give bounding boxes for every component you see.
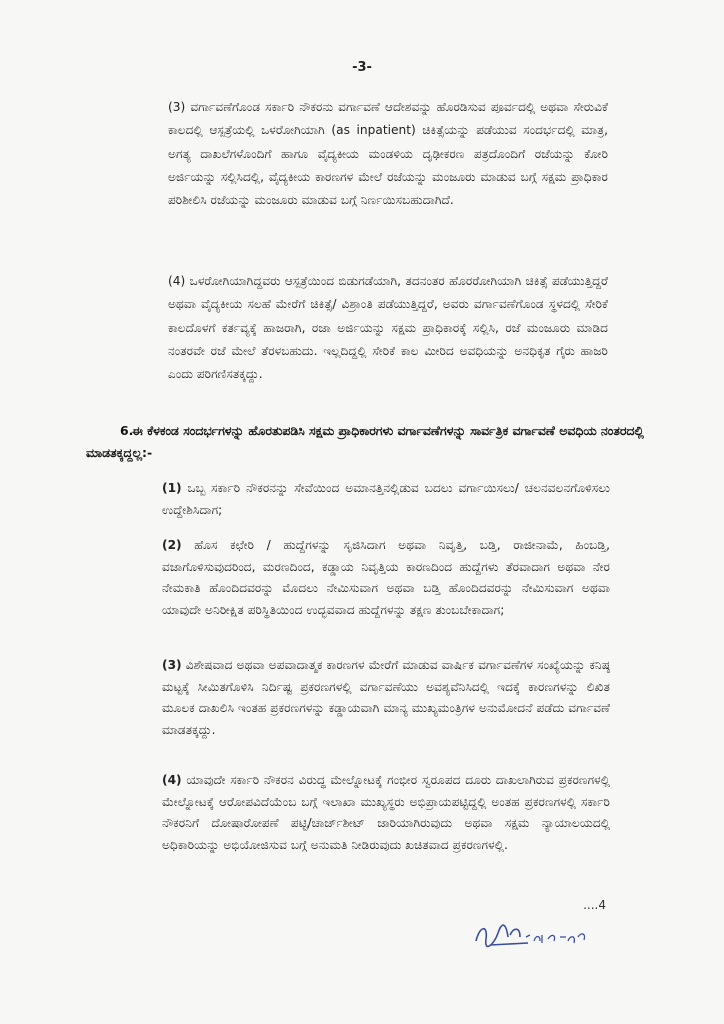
clause-4-paragraph: (4) ಒಳರೋಗಿಯಾಗಿದ್ದವರು ಆಸ್ಪತ್ರೆಯಿಂದ ಬಿಡುಗಡೆಯಾಗಿ, ತದನಂತರ ಹೊರರೋಗಿಯಾಗಿ ಚಿಕಿತ್ಸೆ ಪಡೆಯುತ್ತಿದ್ದರೆ ಅಥವಾ ವೈದ್ಯಕೀಯ ಸಲಹೆ ಮೇರೆಗೆ ಚಿಕಿತ್ಸೆ/ ವಿಶ್ರಾಂತಿ ಪಡೆಯುತ್ತಿದ್ದರೆ, ಅವರು ವರ್ಗಾವಣೆಗೊಂಡ ಸ್ಥಳದಲ್ಲಿ ಸೇರಿಕೆ ಕಾಲದೊಳಗೆ ಕರ್ತವ್ಯಕ್ಕೆ ಹಾಜರಾಗಿ, ರಜಾ ಅರ್ಜಿಯನ್ನು ಸಕ್ಷಮ ಪ್ರಾಧಿಕಾರಕ್ಕೆ ಸಲ್ಲಿಸಿ, ರಜೆ ಮಂಜೂರು ಮಾಡಿದ ನಂತರವೇ ರಜೆ ಮೇಲೆ ತೆರಳಬಹುದು. ಇಲ್ಲದಿದ್ದಲ್ಲಿ ಸೇರಿಕೆ ಕಾಲ ಮೀರಿದ ಅವಧಿಯನ್ನು ಅನಧಿಕೃತ ಗೈರು ಹಾಜರಿ ಎಂದು ಪರಿಗಣಿಸತಕ್ಕದ್ದು. [168,274,608,382]
item-text: ವಿಶೇಷವಾದ ಅಥವಾ ಅಪವಾದಾತ್ಮಕ ಕಾರಣಗಳ ಮೇರೆಗೆ ಮಾಡುವ ವಾರ್ಷಿಕ ವರ್ಗಾವಣೆಗಳ ಸಂಖ್ಯೆಯನ್ನು ಕನಿಷ್ಠ ಮಟ್ಟಕ್ಕೆ ಸೀಮಿತಗೊಳಿಸಿ ನಿರ್ದಿಷ್ಟ ಪ್ರಕರಣಗಳಲ್ಲಿ ವರ್ಗಾವಣೆಯು ಅವಶ್ಯವೆನಿಸಿದಲ್ಲಿ ಇದಕ್ಕೆ ಕಾರಣಗಳನ್ನು ಲಿಖಿತ ಮೂಲಕ ದಾಖಲಿಸಿ ಇಂತಹ ಪ್ರಕರಣಗಳನ್ನು ಕಡ್ಡಾಯವಾಗಿ ಮಾನ್ಯ ಮುಖ್ಯಮಂತ್ರಿಗಳ ಅನುಮೋದನೆ ಪಡೆದು ವರ್ಗಾವಣೆ ಮಾಡತಕ್ಕದ್ದು. [162,658,610,738]
item-label: (4) [162,773,182,787]
item-label: (1) [162,481,182,495]
page-number: -3- [352,60,372,75]
section-6-number: 6. [120,423,134,438]
handwritten-signature [470,915,600,955]
item-text: ಯಾವುದೇ ಸರ್ಕಾರಿ ನೌಕರನ ವಿರುದ್ಧ ಮೇಲ್ನೋಟಕ್ಕೆ ಗಂಭೀರ ಸ್ವರೂಪದ ದೂರು ದಾಖಲಾಗಿರುವ ಪ್ರಕರಣಗಳಲ್ಲಿ ಮೇಲ್ನೋಟಕ್ಕೆ ಆರೋಪವಿದೆಯೆಂಬ ಬಗ್ಗೆ ಇಲಾಖಾ ಮುಖ್ಯಸ್ಥರು ಅಭಿಪ್ರಾಯಪಟ್ಟಿದ್ದಲ್ಲಿ ಅಂತಹ ಪ್ರಕರಣಗಳಲ್ಲಿ ಸರ್ಕಾರಿ ನೌಕರನಿಗೆ ದೋಷಾರೋಪಣೆ ಪಟ್ಟಿ/ಚಾರ್ಜ್‌ಶೀಟ್ ಜಾರಿಯಾಗಿರುವುದು ಅಥವಾ ಸಕ್ಷಮ ನ್ಯಾಯಾಲಯದಲ್ಲಿ ಅಧಿಕಾರಿಯನ್ನು ಅಭಿಯೋಜಿಸುವ ಬಗ್ಗೆ ಅನುಮತಿ ನೀಡಿರುವುದು ಖಚಿತವಾದ ಪ್ರಕರಣಗಳಲ್ಲಿ. [162,773,611,853]
item-label: (3) [162,658,182,672]
item-3 [162,655,610,742]
section-6-text: ಈ ಕೆಳಕಂಡ ಸಂದರ್ಭಗಳನ್ನು ಹೊರತುಪಡಿಸಿ ಸಕ್ಷಮ ಪ್ರಾಧಿಕಾರಗಳು ವರ್ಗಾವಣೆಗಳನ್ನು ಸಾರ್ವತ್ರಿಕ ವರ್ಗಾವಣೆ ಅವಧಿಯ ನಂತರದಲ್ಲಿ ಮಾಡತಕ್ಕದ್ದಲ್ಲ:- [86,423,644,460]
continuation-marker: ....4 [583,898,606,912]
item-1 [162,478,610,521]
item-label: (2) [162,538,182,552]
clause-3-paragraph: (3) ವರ್ಗಾವಣೆಗೊಂಡ ಸರ್ಕಾರಿ ನೌಕರನು ವರ್ಗಾವಣೆ ಆದೇಶವನ್ನು ಹೊರಡಿಸುವ ಪೂರ್ವದಲ್ಲಿ ಅಥವಾ ಸೇರುವಿಕೆ ಕಾಲದಲ್ಲಿ ಆಸ್ಪತ್ರೆಯಲ್ಲಿ ಒಳರೋಗಿಯಾಗಿ (as inpatient) ಚಿಕಿತ್ಸೆಯನ್ನು ಪಡೆಯುವ ಸಂದರ್ಭದಲ್ಲಿ ಮಾತ್ರ, ಅಗತ್ಯ ದಾಖಲೆಗಳೊಂದಿಗೆ ಹಾಗೂ ವೈದ್ಯಕೀಯ ಮಂಡಳಿಯ ದೃಢೀಕರಣ ಪತ್ರದೊಂದಿಗೆ ರಜೆಯನ್ನು ಕೋರಿ ಅರ್ಜಿಯನ್ನು ಸಲ್ಲಿಸಿದಲ್ಲಿ, ವೈದ್ಯಕೀಯ ಕಾರಣಗಳ ಮೇಲೆ ರಜೆಯನ್ನು ಮಂಜೂರು ಮಾಡುವ ಬಗ್ಗೆ ಸಕ್ಷಮ ಪ್ರಾಧಿಕಾರ ಪರಿಶೀಲಿಸಿ ರಜೆಯನ್ನು ಮಂಜೂರು ಮಾಡುವ ಬಗ್ಗೆ ನಿರ್ಣಯಿಸಬಹುದಾಗಿದೆ. [168,100,608,208]
item-4 [162,770,610,857]
item-2 [162,535,610,622]
item-text: ಒಬ್ಬ ಸರ್ಕಾರಿ ನೌಕರನನ್ನು ಸೇವೆಯಿಂದ ಅಮಾನತ್ತಿನಲ್ಲಿಡುವ ಬದಲು ವರ್ಗಾಯಿಸಲು/ ಚಲನವಲನಗೊಳಿಸಲು ಉದ್ದೇಶಿಸಿದಾಗ; [162,481,611,517]
item-text: ಹೊಸ ಕಛೇರಿ / ಹುದ್ದೆಗಳನ್ನು ಸೃಜಿಸಿದಾಗ ಅಥವಾ ನಿವೃತ್ತಿ, ಬಡ್ತಿ, ರಾಜೀನಾಮೆ, ಹಿಂಬಡ್ತಿ, ವಜಾಗೊಳಿಸುವುದರಿಂದ, ಮರಣದಿಂದ, ಕಡ್ಡಾಯ ನಿವೃತ್ತಿಯ ಕಾರಣದಿಂದ ಹುದ್ದೆಗಳು ತೆರವಾದಾಗ ಅಥವಾ ನೇರ ನೇಮಕಾತಿ ಹೊಂದಿದವರನ್ನು ಮೊದಲು ನೇಮಿಸುವಾಗ ಅಥವಾ ಬಡ್ತಿ ಹೊಂದಿದವರನ್ನು ನೇಮಿಸುವಾಗ ಅಥವಾ ಯಾವುದೇ ಅನಿರೀಕ್ಷಿತ ಪರಿಸ್ಥಿತಿಯಿಂದ ಉದ್ಭವವಾದ ಹುದ್ದೆಗಳನ್ನು ತಕ್ಷಣ ತುಂಬಬೇಕಾದಾಗ; [162,538,610,618]
section-6-heading [86,420,676,464]
